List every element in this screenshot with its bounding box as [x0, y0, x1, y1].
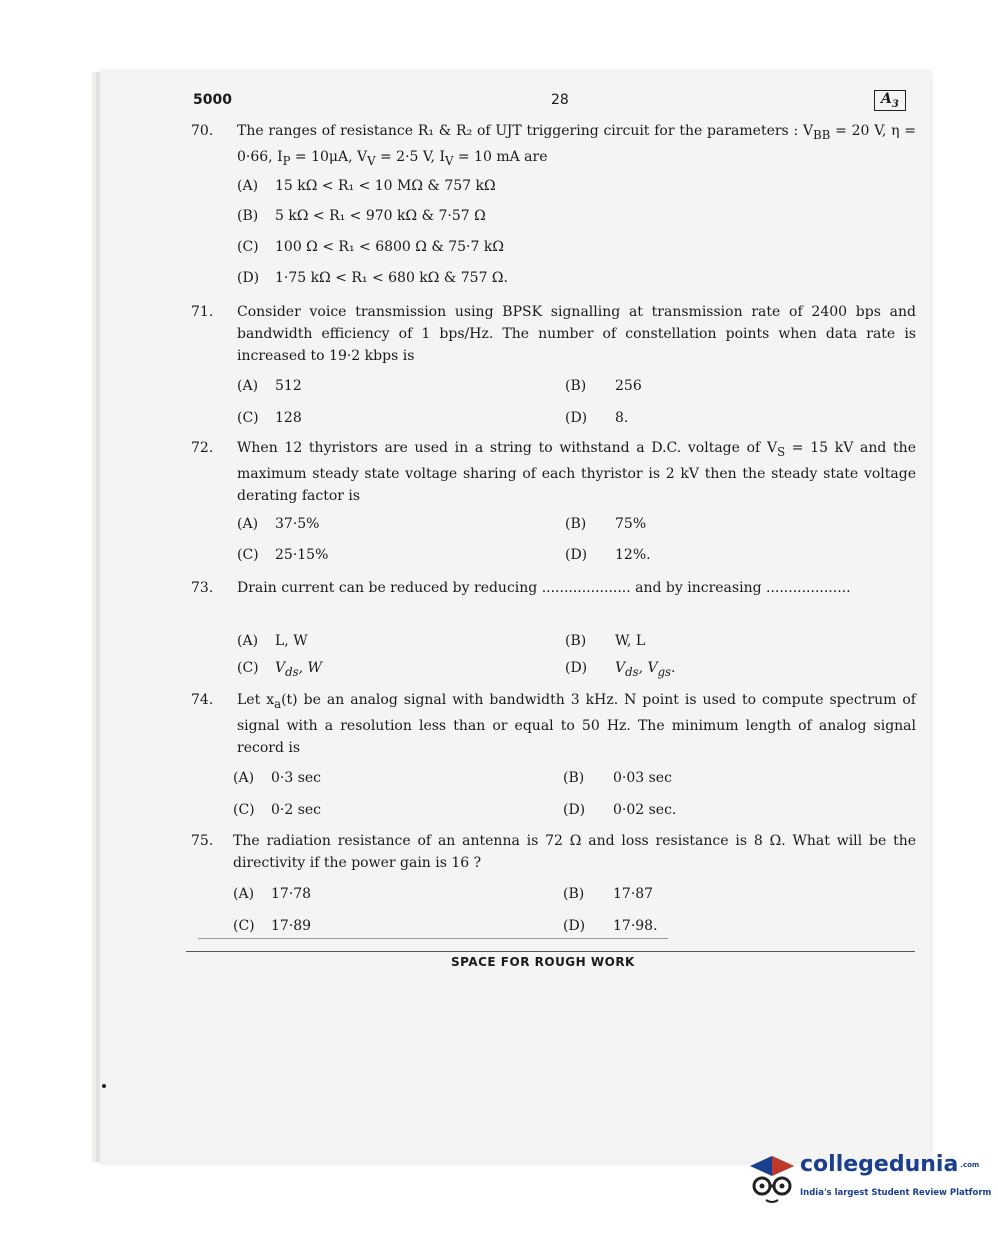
option-b: (B) W, L: [565, 633, 646, 649]
question-75: [191, 830, 916, 874]
option-b: (B) 17·87: [563, 886, 654, 902]
paper-code: 5000: [193, 92, 232, 108]
question-73: [191, 577, 916, 599]
option-a: (A) 15 kΩ < R₁ < 10 MΩ & 757 kΩ: [237, 178, 496, 194]
question-stem: When 12 thyristors are used in a string to withstand a D.C. voltage of $V_S = 15$ kV and the maximum steady state voltage sharing of each thyristor is 2 kV then the steady state voltage derating factor is: [237, 440, 916, 504]
option-d: (D) 0·02 sec.: [563, 802, 677, 818]
option-a: (A) L, W: [237, 633, 308, 649]
stray-mark: [102, 1084, 106, 1088]
option-b: (B) 256: [565, 378, 642, 394]
collegedunia-watermark: [742, 1148, 992, 1208]
option-d: (D) 12%.: [565, 547, 651, 563]
option-a: (A) 512: [237, 378, 302, 394]
exam-paper-sheet: [100, 72, 930, 1162]
question-71: [191, 301, 916, 367]
question-number: 71.: [191, 304, 214, 320]
brand-tagline: India's largest Student Review Platform: [800, 1188, 992, 1198]
option-a: (A) 0·3 sec: [233, 770, 322, 786]
question-stem: The radiation resistance of an antenna is 72 Ω and loss resistance is 8 Ω. What will be the directivity if the power gain is 16 ?: [233, 833, 916, 871]
question-number: 75.: [191, 833, 214, 849]
option-d: (D) 8.: [565, 410, 629, 426]
divider-light: [198, 938, 668, 939]
rough-work-label: SPACE FOR ROUGH WORK: [451, 955, 635, 969]
option-d: (D) $V_{ds}$, $V_{gs}$.: [565, 660, 676, 679]
collegedunia-logo-icon: [742, 1148, 802, 1208]
option-d: (D) 1·75 kΩ < R₁ < 680 kΩ & 757 Ω.: [237, 270, 508, 286]
option-c: (C) 17·89: [233, 918, 312, 934]
option-a: (A) 37·5%: [237, 516, 320, 532]
question-stem: Let $x_a(t)$ be an analog signal with bandwidth 3 kHz. N point is used to compute spectrum of signal with a resolution less than or equal to 50 Hz. The minimum length of analog signal record is: [237, 692, 916, 756]
page-number: 28: [551, 92, 569, 108]
brand-name: collegedunia .com: [800, 1152, 980, 1177]
option-d: (D) 17·98.: [563, 918, 658, 934]
divider: [186, 951, 915, 952]
option-c: (C) 128: [237, 410, 302, 426]
option-c: (C) 100 Ω < R₁ < 6800 Ω & 75·7 kΩ: [237, 239, 504, 255]
option-c: (C) 25·15%: [237, 547, 329, 563]
option-b: (B) 0·03 sec: [563, 770, 672, 786]
question-74: [191, 689, 916, 759]
question-70: [191, 120, 916, 172]
question-72: [191, 437, 916, 507]
question-number: 74.: [191, 692, 214, 708]
question-number: 73.: [191, 580, 214, 596]
option-a: (A) 17·78: [233, 886, 312, 902]
question-number: 72.: [191, 440, 214, 456]
question-stem: Consider voice transmission using BPSK signalling at transmission rate of 2400 bps and bandwidth efficiency of 1 bps/Hz. The number of constellation points when data rate is increased to 19·2 kbps is: [237, 304, 916, 364]
question-number: 70.: [191, 123, 214, 139]
option-c: (C) 0·2 sec: [233, 802, 322, 818]
booklet-code-badge: [874, 90, 906, 111]
booklet-code-sub: 3: [891, 98, 899, 110]
option-b: (B) 5 kΩ < R₁ < 970 kΩ & 7·57 Ω: [237, 208, 486, 224]
question-stem: Drain current can be reduced by reducing .................... and by increasing ...................: [237, 580, 851, 596]
option-c: (C) $V_{ds}$, W: [237, 660, 322, 679]
question-stem: The ranges of resistance R₁ & R₂ of UJT triggering circuit for the parameters : $V_{BB} = 20$ V, η = 0·66, $I_P = 10\mu A$, $V_V = 2\cdot 5$ V, $I_V = 10$ mA are: [237, 123, 917, 168]
option-b: (B) 75%: [565, 516, 647, 532]
booklet-code-letter: A: [881, 91, 892, 107]
